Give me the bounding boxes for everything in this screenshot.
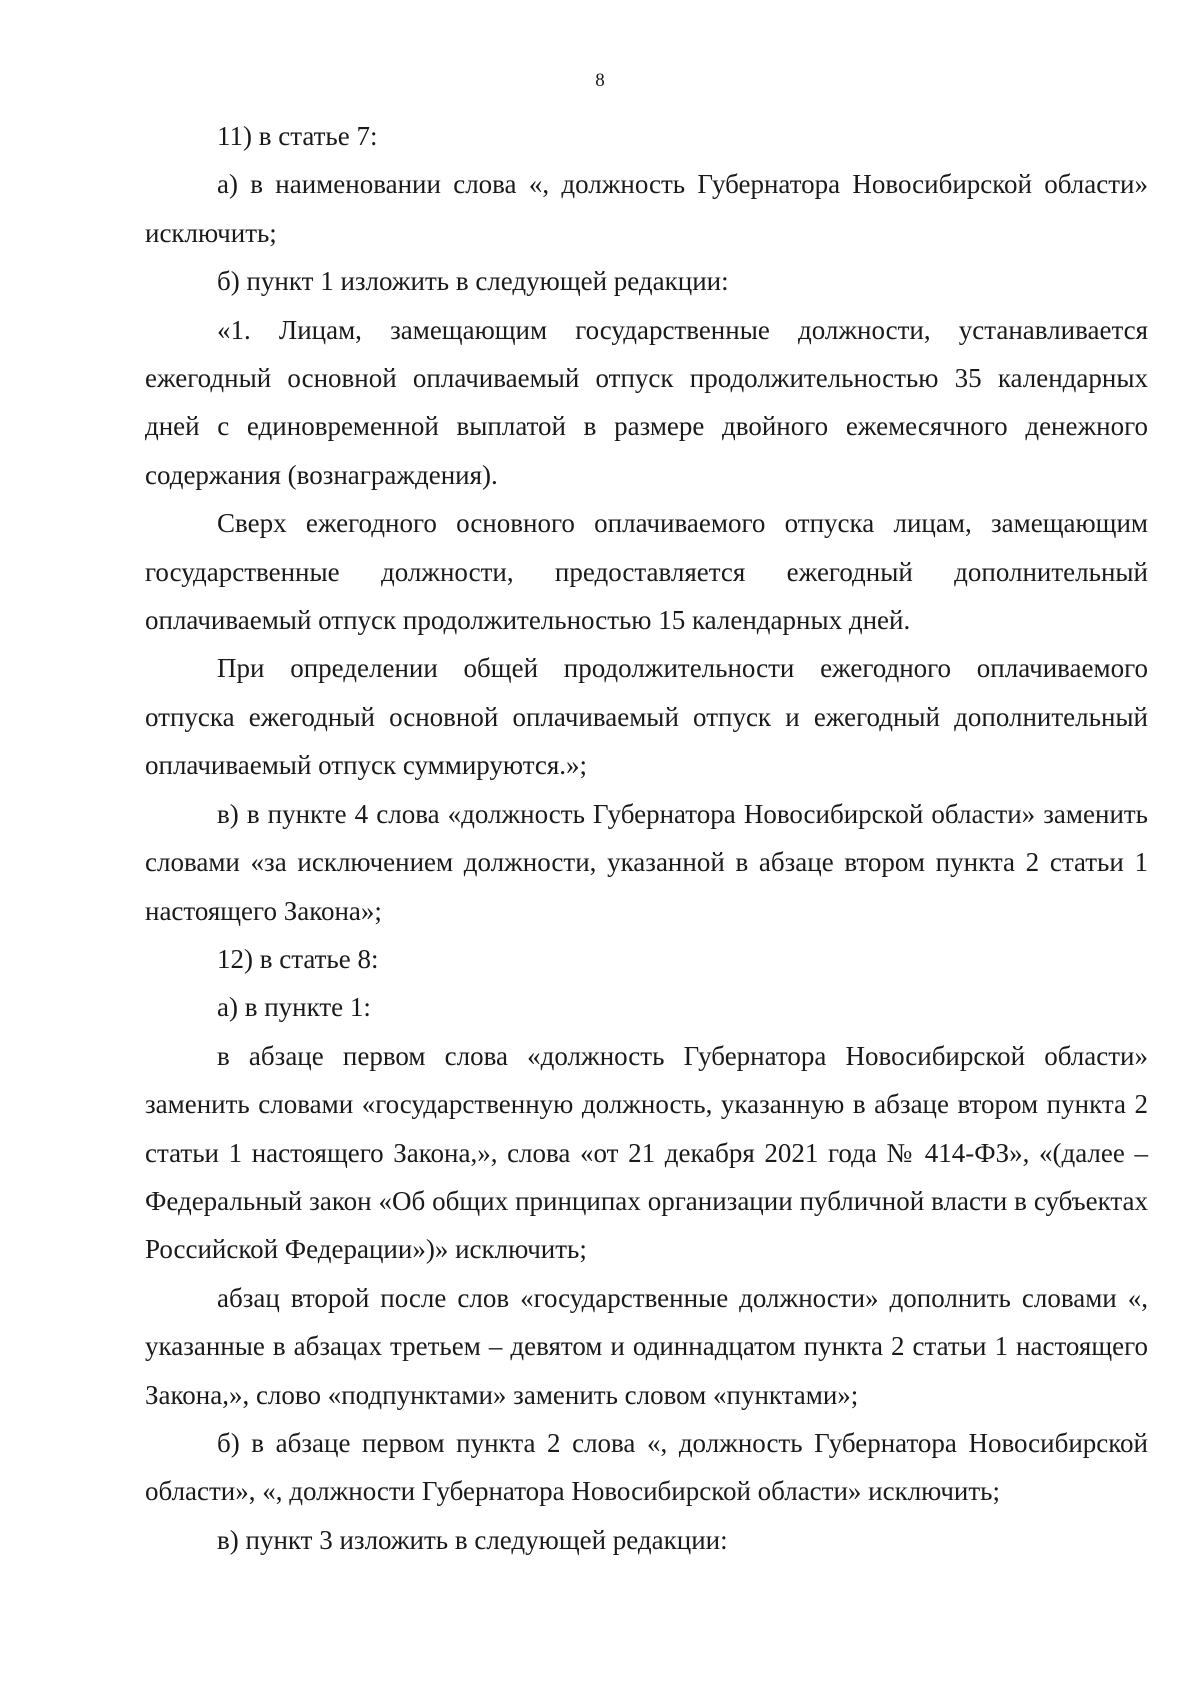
paragraph-article-7-heading: 11) в статье 7: (217, 121, 378, 151)
document-body (145, 112, 1148, 1564)
paragraph-7a: а) в наименовании слова «, должность Губернатора Новосибирской области» исключить; (145, 169, 1148, 248)
paragraph-8b: б) в абзаце первом пункта 2 слова «, должность Губернатора Новосибирской области», «, должности Губернатора Новосибирской области» исключить; (145, 1427, 1148, 1507)
paragraph-8v: в) пункт 3 изложить в следующей редакции: (217, 1524, 728, 1555)
paragraph-8a-first-abzac: в абзаце первом слова «должность Губернатора Новосибирской области» заменить словами «государственную должность, указанную в абзаце втором пункта 2 статьи 1 настоящего Закона,», слова «от 21 декабря 2021 года № 414-ФЗ», «(далее – Федеральный закон «Об общих принципах организации публичной власти в субъектах Российской Федерации»)» исключить; (145, 1040, 1148, 1265)
paragraph-quoted-point-1: «1. Лицам, замещающим государственные должности, устанавливается ежегодный основной оплачиваемый отпуск продолжительностью 35 календарных дней с единовременной выплатой в размере двойного ежемесячного денежного содержания (вознаграждения). (145, 314, 1148, 490)
paragraph-7v: в) в пункте 4 слова «должность Губернатора Новосибирской области» заменить словами «за исключением должности, указанной в абзаце втором пункта 2 статьи 1 настоящего Закона»; (145, 798, 1148, 926)
paragraph-8a-second-abzac: абзац второй после слов «государственные должности» дополнить словами «, указанные в абзацах третьем – девятом и одиннадцатом пункта 2 статьи 1 настоящего Закона,», слово «подпунктами» заменить словом «пунктами»; (145, 1282, 1148, 1410)
paragraph-7b: б) пункт 1 изложить в следующей редакции: (217, 266, 729, 297)
paragraph-8a: а) в пункте 1: (217, 992, 371, 1023)
paragraph-additional-leave: Сверх ежегодного основного оплачиваемого отпуска лицам, замещающим государственные должности, предоставляется ежегодный дополнительный оплачиваемый отпуск продолжительностью 15 календарных дней. (145, 508, 1148, 636)
paragraph-leave-summation: При определении общей продолжительности ежегодного оплачиваемого отпуска ежегодный основной оплачиваемый отпуск и ежегодный дополнительный оплачиваемый отпуск суммируются.»; (145, 653, 1148, 781)
paragraph-article-8-heading: 12) в статье 8: (217, 943, 379, 974)
page-number: 8 (595, 70, 605, 91)
